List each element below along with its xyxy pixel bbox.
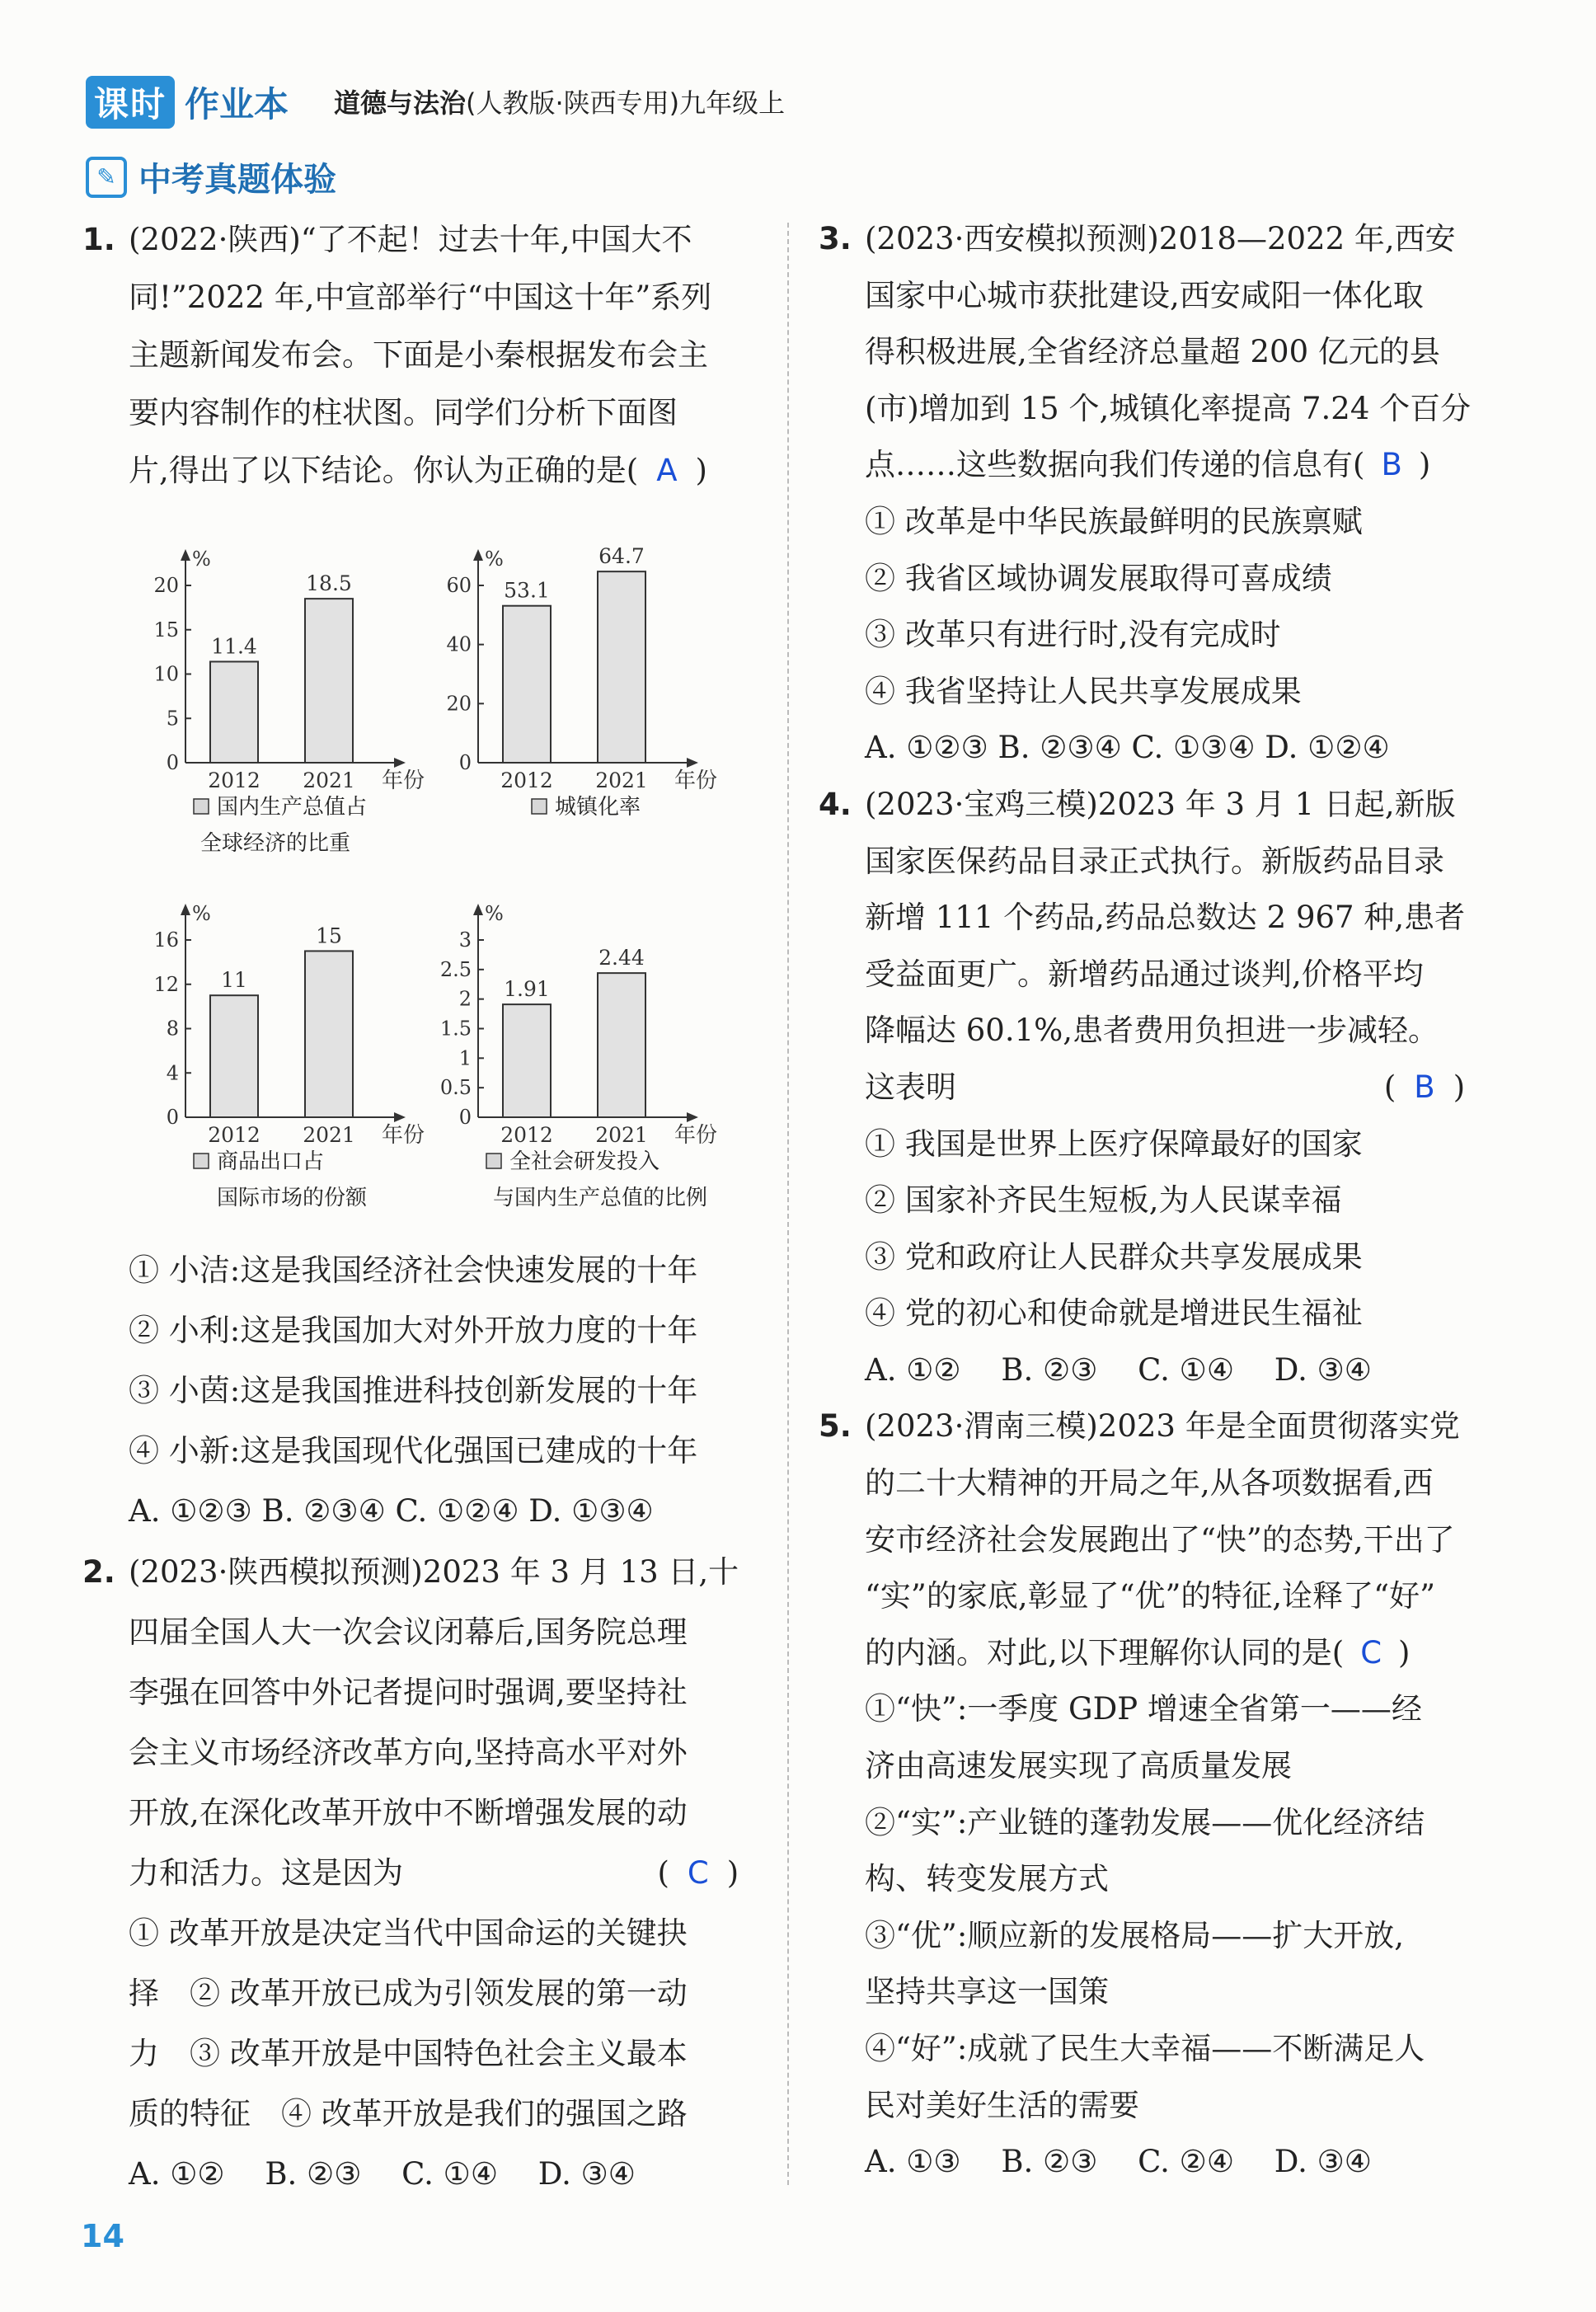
q1-option: ④ 小新:这是我国现代化强国已建成的十年 (129, 1433, 698, 1468)
chart-y-arrow (473, 549, 483, 561)
chart-y-tick-label: 3 (458, 928, 472, 952)
q2-last-line: 力和活力。这是因为 (129, 1855, 403, 1891)
chart-y-tick-label: 0 (166, 1106, 179, 1129)
q5-option: ①“快”:一季度 GDP 增速全省第一——经 (865, 1691, 1422, 1727)
chart-y-arrow (181, 549, 190, 561)
q5-line: (2023·渭南三模)2023 年是全面贯彻落实党 (865, 1408, 1460, 1445)
chart-y-tick-label: 12 (153, 972, 179, 996)
chart-unit-label: % (485, 547, 504, 571)
q1-choices: A. ①②③ B. ②③④ C. ①②④ D. ①③④ (129, 1493, 654, 1529)
edition: (人教版·陕西专用)九年级上 (466, 87, 786, 119)
q4-option: ② 国家补齐民生短板,为人民谋幸福 (865, 1182, 1342, 1219)
q4-line: 国家医保药品目录正式执行。新版药品目录 (865, 843, 1444, 879)
q5-line: 安市经济社会发展跑出了“快”的态势,干出了 (865, 1521, 1455, 1558)
chart-value-label: 11.4 (211, 634, 257, 659)
q3-option: ④ 我省坚持让人民共享发展成果 (865, 673, 1302, 709)
q4-line: 受益面更广。新增药品通过谈判,价格平均 (865, 956, 1424, 992)
chart-x-arrow (687, 1112, 698, 1122)
chart-y-tick-label: 20 (446, 692, 472, 716)
chart-value-label: 64.7 (598, 544, 645, 569)
q5-number: 5. (819, 1408, 852, 1445)
chart-value-label: 11 (221, 968, 247, 993)
q4-line (865, 1060, 1465, 1116)
chart-unit-label: % (192, 902, 211, 925)
q1-option: ③ 小茵:这是我国推进科技创新发展的十年 (129, 1373, 698, 1408)
subject-name: 道德与法治 (334, 87, 467, 119)
chart-y-tick-label: 16 (153, 928, 179, 952)
q1-number: 1. (82, 222, 115, 257)
chart-y-tick-label: 1.5 (439, 1017, 472, 1041)
q5-line: “实”的家底,彰显了“优”的特征,诠释了“好” (865, 1578, 1436, 1614)
q4-choices: A. ①② B. ②③ C. ①④ D. ③④ (865, 1351, 1372, 1388)
q4-line: 降幅达 60.1%,患者费用负担进一步减轻。 (865, 1013, 1439, 1049)
q4-answer-bracket: ( B ) (1383, 1069, 1466, 1105)
subject-line (334, 82, 785, 120)
chart-legend-swatch (486, 1154, 501, 1168)
q5-line: 的二十大精神的开局之年,从各项数据看,西 (865, 1465, 1434, 1501)
q2-line: (2023·陕西模拟预测)2023 年 3 月 13 日,十 (129, 1554, 739, 1590)
q2-line: 四届全国人大一次会议闭幕后,国务院总理 (129, 1614, 688, 1650)
q5-option: 构、转变发展方式 (865, 1861, 1109, 1897)
q2-option: ① 改革开放是决定当代中国命运的关键抉 (129, 1915, 688, 1951)
chart-x-label: 年份 (382, 1123, 425, 1148)
chart-grid (124, 511, 767, 1237)
chart-x-arrow (394, 1112, 406, 1122)
q1-line (129, 442, 711, 500)
q3-option: ③ 改革只有进行时,没有完成时 (865, 617, 1281, 653)
q2-option: 力 ③ 改革开放是中国特色社会主义最本 (129, 2036, 688, 2071)
q5-last-line: 的内涵。对此,以下理解你认同的是( (865, 1634, 1345, 1671)
chart-bar (210, 661, 258, 763)
brand (86, 78, 289, 127)
question-2 (82, 1542, 767, 2204)
chart-value-label: 1.91 (504, 977, 550, 1002)
q5-line: 的内涵。对此,以下理解你认同的是( C ) (865, 1634, 1411, 1671)
question-3 (819, 211, 1511, 2191)
q1-close-paren: ) (695, 453, 707, 488)
chart-legend-label: 全球经济的比重 (200, 831, 351, 856)
chart-unit-label: % (485, 902, 504, 925)
chart-legend-label: 全社会研发投入 (509, 1149, 660, 1174)
chart-category-label: 2021 (303, 1123, 355, 1147)
chart-bar (210, 995, 258, 1117)
q5-option: ④“好”:成就了民生大幸福——不断满足人 (865, 2031, 1425, 2066)
chart-legend-label: 国际市场的份额 (217, 1186, 368, 1210)
chart-legend-label: 国内生产总值占 (217, 795, 368, 820)
chart-category-label: 2012 (500, 1123, 553, 1147)
chart-value-label: 2.44 (598, 946, 645, 970)
chart-bar (503, 1004, 551, 1117)
chart-y-tick-label: 60 (446, 574, 472, 597)
chart-x-label: 年份 (674, 1123, 718, 1148)
q5-choices: A. ①③ B. ②③ C. ②④ D. ③④ (865, 2144, 1372, 2180)
chart-category-label: 2012 (500, 768, 553, 792)
question-1 (82, 211, 767, 500)
q1-option: ① 小洁:这是我国经济社会快速发展的十年 (129, 1252, 698, 1288)
q5-option: 民对美好生活的需要 (865, 2087, 1139, 2123)
q2-option: 择 ② 改革开放已成为引领发展的第一动 (129, 1976, 688, 2011)
chart-y-tick-label: 4 (166, 1061, 179, 1085)
chart-y-tick-label: 5 (166, 707, 179, 731)
q3-line: 国家中心城市获批建设,西安咸阳一体化取 (865, 277, 1424, 313)
section-title: 中考真题体验 (138, 161, 336, 199)
chart-bar (305, 951, 353, 1117)
q3-line: (2023·西安模拟预测)2018—2022 年,西安 (865, 221, 1456, 256)
q1-options (129, 1240, 772, 1541)
pencil-icon: ✎ (86, 157, 127, 198)
q4-option: ① 我国是世界上医疗保障最好的国家 (865, 1125, 1363, 1162)
chart-category-label: 2021 (303, 768, 355, 792)
chart-bar (305, 599, 353, 763)
chart-category-label: 2012 (208, 1123, 261, 1147)
q1-line: 主题新闻发布会。下面是小秦根据发布会主 (129, 337, 708, 373)
chart-category-label: 2012 (208, 768, 261, 792)
q2-line: 李强在回答中外记者提问时强调,要坚持社 (129, 1675, 688, 1710)
chart-y-tick-label: 8 (166, 1017, 179, 1041)
chart-y-tick-label: 2 (458, 987, 472, 1011)
q4-number: 4. (819, 786, 852, 822)
q5-option: 济由高速发展实现了高质量发展 (865, 1748, 1292, 1784)
q3-answer: B (1381, 447, 1402, 483)
chart-y-tick-label: 0 (458, 751, 472, 774)
q3-choices: A. ①②③ B. ②③④ C. ①③④ D. ①②④ (865, 730, 1390, 766)
chart-y-tick-label: 0 (166, 751, 179, 774)
chart-legend-label: 商品出口占 (217, 1149, 325, 1174)
chart-legend-label: 与国内生产总值的比例 (493, 1186, 708, 1210)
q2-number: 2. (82, 1554, 115, 1590)
q4-last-line: 这表明 (865, 1069, 956, 1105)
q3-line: 得积极进展,全省经济总量超 200 亿元的县 (865, 334, 1440, 370)
q3-line: (市)增加到 15 个,城镇化率提高 7.24 个百分 (865, 390, 1472, 426)
q5-option: ③“优”:顺应新的发展格局——扩大开放, (865, 1917, 1405, 1953)
chart-y-tick-label: 0.5 (439, 1076, 472, 1100)
chart-legend-swatch (532, 799, 547, 814)
q3-option: ① 改革是中华民族最鲜明的民族禀赋 (865, 503, 1363, 539)
chart-y-tick-label: 2.5 (439, 957, 472, 981)
q2-line: 会主义市场经济改革方向,坚持高水平对外 (129, 1735, 688, 1770)
q2-line (129, 1843, 739, 1903)
brand-title: 作业本 (185, 84, 289, 125)
q4-option: ③ 党和政府让人民群众共享发展成果 (865, 1238, 1363, 1275)
chart-y-tick-label: 15 (153, 618, 179, 641)
chart-value-label: 15 (316, 923, 342, 948)
chart-legend-swatch (194, 799, 209, 814)
q1-line: 同!”2022 年,中宣部举行“中国这十年”系列 (129, 280, 712, 315)
q3-line: 点……这些数据向我们传递的信息有( B ) (865, 447, 1431, 483)
q1-line: 要内容制作的柱状图。同学们分析下面图 (129, 395, 678, 430)
q1-line: (2022·陕西)“了不起！过去十年,中国大不 (129, 222, 692, 257)
chart-value-label: 53.1 (504, 578, 550, 603)
chart-x-arrow (394, 758, 406, 768)
chart-unit-label: % (192, 547, 211, 571)
chart-category-label: 2021 (595, 768, 648, 792)
q1-answer: A (656, 453, 678, 488)
chart-y-arrow (473, 904, 483, 915)
q4-option: ④ 党的初心和使命就是增进民生福祉 (865, 1295, 1363, 1332)
chart-x-label: 年份 (674, 768, 718, 793)
chart-bar (598, 973, 645, 1117)
q4-answer: B (1414, 1069, 1435, 1105)
q2-line: 开放,在深化改革开放中不断增强发展的动 (129, 1795, 688, 1830)
chart-category-label: 2021 (595, 1123, 648, 1147)
chart-bar (598, 571, 645, 763)
chart-y-arrow (181, 904, 190, 915)
chart-value-label: 18.5 (306, 571, 352, 596)
column-divider (787, 223, 789, 2185)
chart-y-tick-label: 20 (153, 574, 179, 597)
q3-last-line: 点……这些数据向我们传递的信息有( (865, 447, 1365, 483)
q2-choices: A. ①② B. ②③ C. ①④ D. ③④ (129, 2156, 636, 2192)
q3-number: 3. (819, 221, 852, 256)
chart-x-label: 年份 (382, 768, 425, 793)
section-heading (86, 153, 336, 200)
chart-bar (503, 606, 551, 763)
q2-option: 质的特征 ④ 改革开放是我们的强国之路 (129, 2096, 688, 2131)
q5-option: ②“实”:产业链的蓬勃发展——优化经济结 (865, 1804, 1425, 1840)
q4-line: (2023·宝鸡三模)2023 年 3 月 1 日起,新版 (865, 786, 1456, 822)
chart-legend-swatch (194, 1154, 209, 1168)
q1-option: ② 小利:这是我国加大对外开放力度的十年 (129, 1313, 698, 1348)
q3-option: ② 我省区域协调发展取得可喜成绩 (865, 560, 1332, 596)
chart-y-tick-label: 10 (153, 662, 179, 686)
q5-option: 坚持共享这一国策 (865, 1974, 1109, 2010)
chart-y-tick-label: 0 (458, 1106, 472, 1129)
q4-line: 新增 111 个药品,药品总数达 2 967 种,患者 (865, 900, 1466, 936)
page-number: 14 (81, 2218, 124, 2254)
brand-logo: 课时 (86, 76, 175, 129)
chart-y-tick-label: 40 (446, 632, 472, 656)
q2-answer: C (687, 1855, 709, 1891)
chart-x-arrow (687, 758, 698, 768)
q1-last-line: 片,得出了以下结论。你认为正确的是( (129, 453, 639, 488)
q5-answer: C (1360, 1634, 1382, 1671)
q2-answer-bracket: ( C ) (657, 1855, 739, 1891)
chart-legend-label: 城镇化率 (555, 795, 641, 820)
chart-y-tick-label: 1 (458, 1046, 472, 1070)
